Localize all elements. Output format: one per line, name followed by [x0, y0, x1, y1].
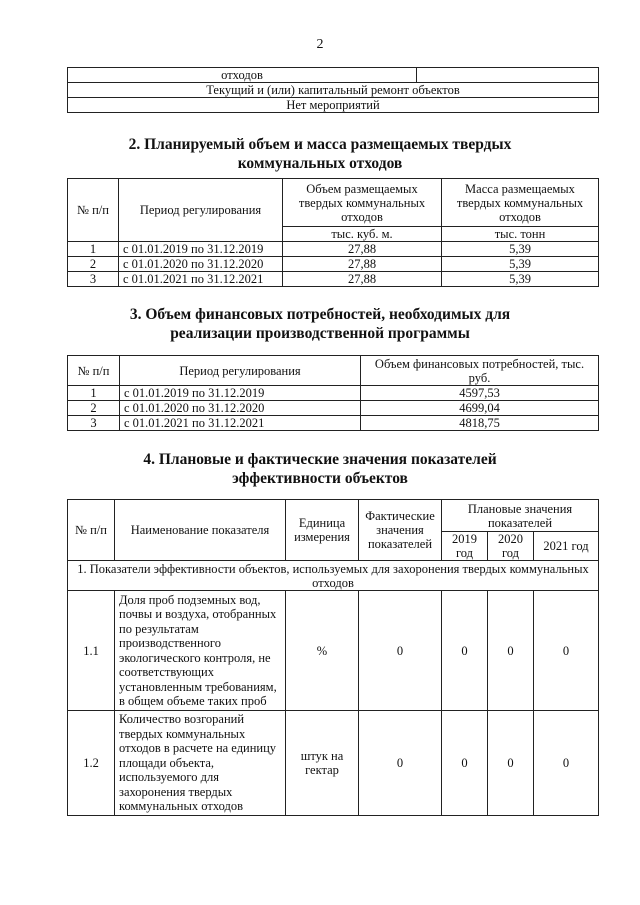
- header-period: Период регулирования: [120, 356, 361, 386]
- section3-title-line2: реализации производственной программы: [170, 325, 470, 342]
- row-volume: 27,88: [283, 257, 442, 272]
- header-volume-unit: тыс. куб. м.: [283, 227, 442, 242]
- table-row: [68, 711, 599, 816]
- row-2019: 0: [442, 711, 488, 816]
- section4-title: [0, 450, 640, 488]
- cell-repair: Текущий и (или) капитальный ремонт объектов: [68, 83, 599, 98]
- header-mass: Масса размещаемых твердых коммунальных отходов: [442, 179, 599, 227]
- header-2021: 2021 год: [534, 532, 599, 561]
- row-num: 1: [68, 242, 119, 257]
- row-volume: 27,88: [283, 272, 442, 287]
- header-num: № п/п: [68, 500, 115, 561]
- table-row: [68, 401, 599, 416]
- row-num: 2: [68, 401, 120, 416]
- section4-title-line1: 4. Плановые и фактические значения показателей: [143, 451, 497, 468]
- row-2020: 0: [488, 591, 534, 711]
- row-actual: 0: [359, 591, 442, 711]
- row-unit: %: [286, 591, 359, 711]
- cell-empty: [417, 68, 599, 83]
- table-row: [68, 257, 599, 272]
- row-num: 3: [68, 272, 119, 287]
- table-row: [68, 386, 599, 401]
- row-num: 1: [68, 386, 120, 401]
- row-2021: 0: [534, 711, 599, 816]
- header-planned: Плановые значения показателей: [442, 500, 599, 532]
- row-name: Количество возгораний твердых коммунальных отходов в расчете на единицу площади объекта, используемого для захоронения твердых коммунальных отходов: [115, 711, 286, 816]
- cell-waste: отходов: [68, 68, 417, 83]
- header-period: Период регулирования: [119, 179, 283, 242]
- header-num: № п/п: [68, 356, 120, 386]
- cell-no-measures: Нет мероприятий: [68, 98, 599, 113]
- table-row: [68, 242, 599, 257]
- header-num: № п/п: [68, 179, 119, 242]
- row-amount: 4699,04: [361, 401, 599, 416]
- row-amount: 4818,75: [361, 416, 599, 431]
- row-amount: 4597,53: [361, 386, 599, 401]
- waste-volume-table: [67, 178, 599, 287]
- row-period: с 01.01.2021 по 31.12.2021: [120, 416, 361, 431]
- header-name: Наименование показателя: [115, 500, 286, 561]
- section2-title-line1: 2. Планируемый объем и масса размещаемых твердых: [128, 136, 512, 153]
- row-mass: 5,39: [442, 242, 599, 257]
- continuation-table: [67, 67, 599, 113]
- row-2021: 0: [534, 591, 599, 711]
- section2-title-line2: коммунальных отходов: [237, 155, 403, 172]
- header-actual: Фактические значения показателей: [359, 500, 442, 561]
- header-volume: Объем размещаемых твердых коммунальных отходов: [283, 179, 442, 227]
- section3-title-line1: 3. Объем финансовых потребностей, необходимых для: [129, 306, 511, 323]
- row-num: 2: [68, 257, 119, 272]
- section3-title: [0, 305, 640, 343]
- row-mass: 5,39: [442, 272, 599, 287]
- row-period: с 01.01.2020 по 31.12.2020: [119, 257, 283, 272]
- financial-needs-table: [67, 355, 599, 431]
- row-volume: 27,88: [283, 242, 442, 257]
- efficiency-indicators-table: [67, 499, 599, 816]
- page-number: 2: [316, 37, 324, 52]
- header-2020: 2020 год: [488, 532, 534, 561]
- row-name: Доля проб подземных вод, почвы и воздуха, отобранных по результатам производственного экологического контроля, не соответствующих установленным требованиям, в общем объеме таких проб: [115, 591, 286, 711]
- row-actual: 0: [359, 711, 442, 816]
- row-unit: штук на гектар: [286, 711, 359, 816]
- row-period: с 01.01.2021 по 31.12.2021: [119, 272, 283, 287]
- table-row: [68, 416, 599, 431]
- row-num: 1.2: [68, 711, 115, 816]
- row-num: 3: [68, 416, 120, 431]
- header-amount: Объем финансовых потребностей, тыс. руб.: [361, 356, 599, 386]
- row-mass: 5,39: [442, 257, 599, 272]
- table-row: [68, 591, 599, 711]
- section2-title: [0, 135, 640, 173]
- header-mass-unit: тыс. тонн: [442, 227, 599, 242]
- row-num: 1.1: [68, 591, 115, 711]
- header-2019: 2019 год: [442, 532, 488, 561]
- table-row: [68, 272, 599, 287]
- row-period: с 01.01.2019 по 31.12.2019: [119, 242, 283, 257]
- section4-title-line2: эффективности объектов: [232, 470, 408, 487]
- row-2019: 0: [442, 591, 488, 711]
- row-period: с 01.01.2019 по 31.12.2019: [120, 386, 361, 401]
- group-row: 1. Показатели эффективности объектов, используемых для захоронения твердых коммунальных отходов: [68, 561, 599, 591]
- header-unit: Единица измерения: [286, 500, 359, 561]
- row-period: с 01.01.2020 по 31.12.2020: [120, 401, 361, 416]
- row-2020: 0: [488, 711, 534, 816]
